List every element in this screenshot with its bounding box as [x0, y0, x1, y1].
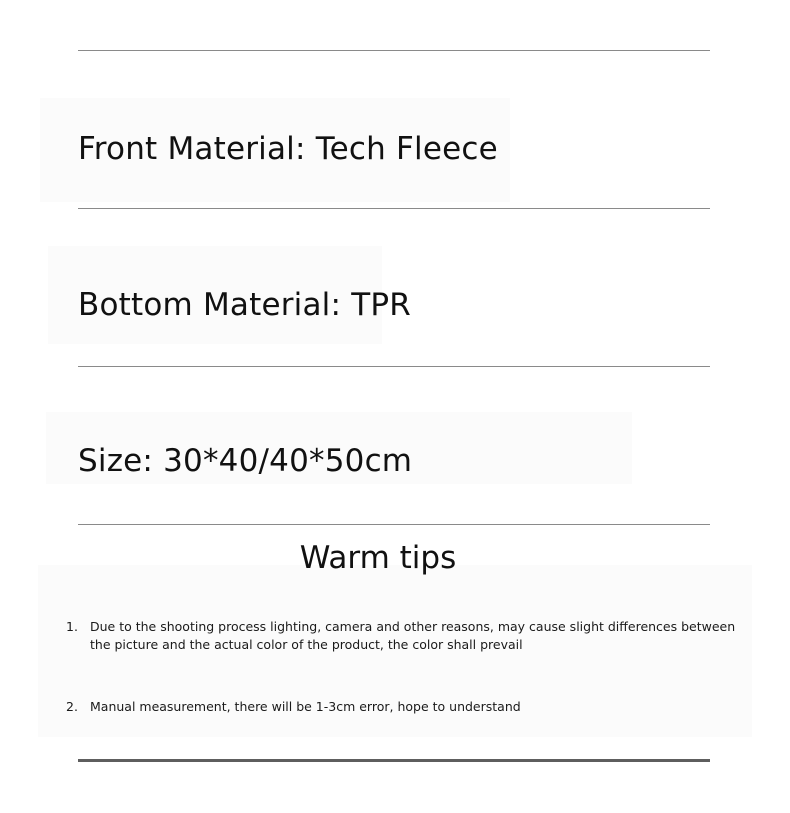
divider-after-size: [78, 524, 710, 525]
divider-bottom: [78, 759, 710, 762]
warm-tip-number: 1.: [66, 619, 78, 634]
divider-after-front-material: [78, 208, 710, 209]
divider-after-bottom-material: [78, 366, 710, 367]
warm-tip-number: 2.: [66, 699, 78, 714]
warm-tips-title: Warm tips: [299, 540, 457, 576]
bottom-material-text: Bottom Material: TPR: [78, 287, 411, 323]
front-material-text: Front Material: Tech Fleece: [78, 131, 498, 167]
divider-top: [78, 50, 710, 51]
warm-tip-item-1: [66, 618, 740, 654]
warm-tip-text: Due to the shooting process lighting, camera and other reasons, may cause slight differences between the picture and the actual color of the product, the color shall prevail: [90, 619, 736, 652]
warm-tip-text: Manual measurement, there will be 1-3cm error, hope to understand: [90, 699, 521, 714]
size-text: Size: 30*40/40*50cm: [78, 443, 413, 479]
warm-tip-item-2: [66, 698, 740, 716]
